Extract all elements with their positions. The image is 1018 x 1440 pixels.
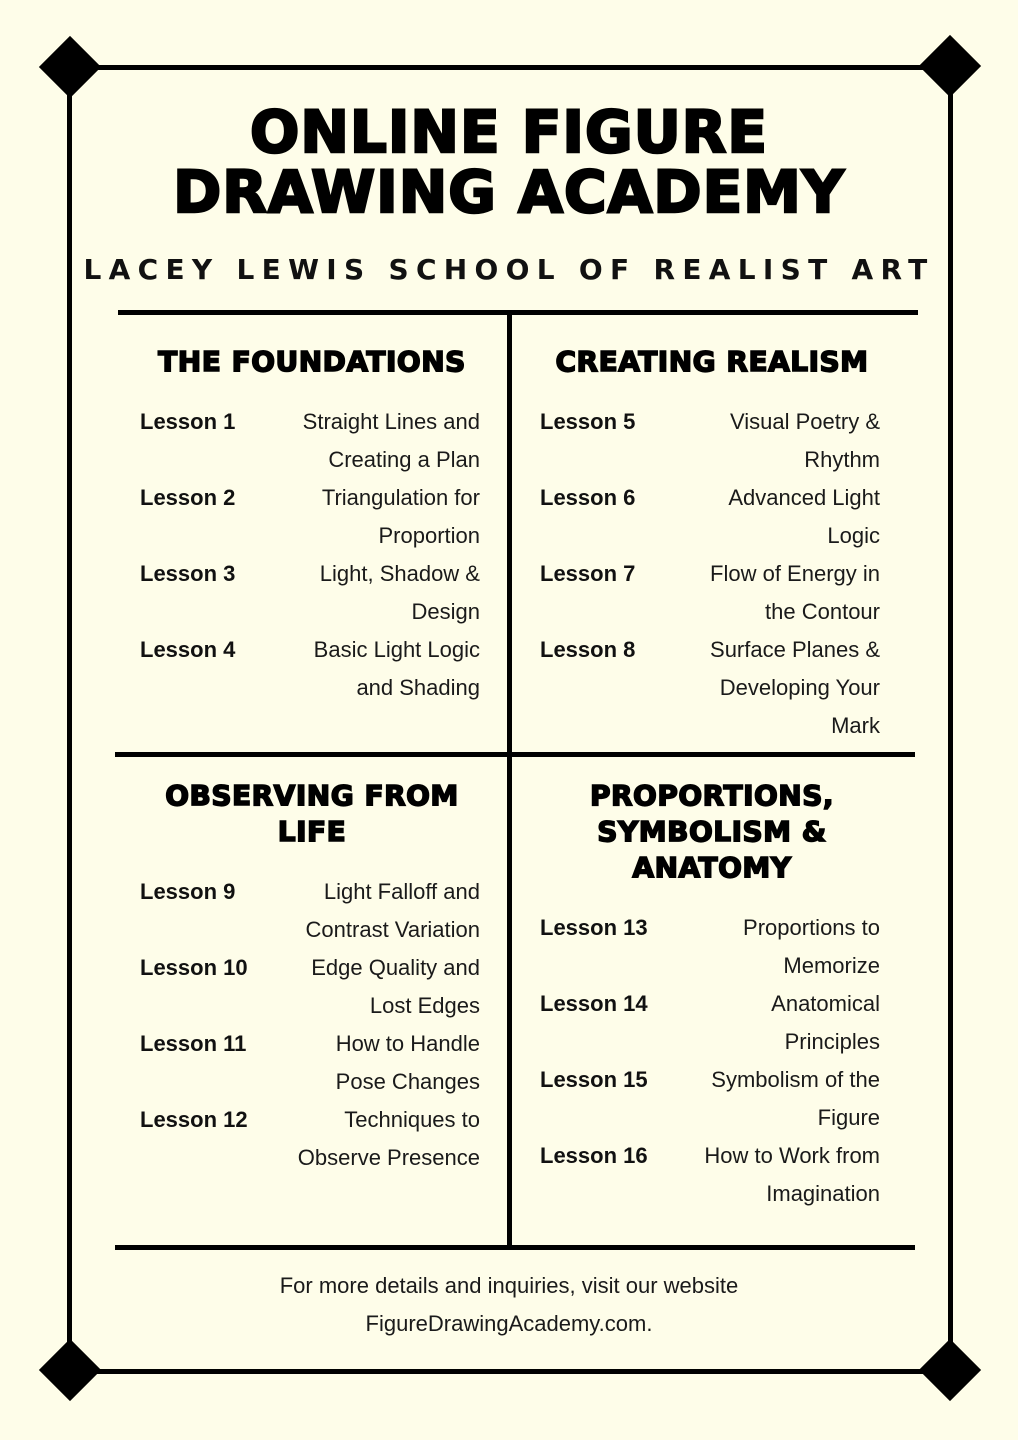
section-heading-proportions-symbolism-anatomy: PROPORTIONS, SYMBOLISM & ANATOMY — [589, 779, 835, 884]
footer-website-link[interactable]: FigureDrawingAcademy.com. — [365, 1311, 653, 1336]
lesson-label: Lesson 15 — [540, 1067, 648, 1092]
lesson-row — [540, 555, 880, 631]
lesson-label: Lesson 12 — [140, 1107, 248, 1132]
lesson-list-foundations — [140, 403, 480, 707]
lesson-label: Lesson 4 — [140, 637, 236, 662]
lesson-row — [140, 949, 480, 1025]
lesson-title: Triangulation for Proportion — [321, 485, 480, 548]
lesson-title: Straight Lines and Creating a Plan — [302, 409, 480, 472]
grid-bottom-divider — [115, 1245, 915, 1250]
lesson-title: Surface Planes & Developing Your Mark — [710, 637, 880, 738]
lesson-row — [140, 403, 480, 479]
corner-diamond-bottom-left-icon — [39, 1339, 101, 1401]
lesson-label: Lesson 9 — [140, 879, 236, 904]
lesson-title: Techniques to Observe Presence — [297, 1107, 480, 1170]
page-title-line-1: ONLINE FIGURE — [250, 98, 768, 166]
lesson-row — [540, 631, 880, 745]
lesson-row — [540, 1137, 880, 1213]
lesson-title: Advanced Light Logic — [728, 485, 880, 548]
grid-top-divider — [118, 310, 918, 315]
lesson-row — [140, 873, 480, 949]
footer-text: For more details and inquiries, visit our website — [279, 1273, 739, 1298]
lesson-row — [540, 909, 880, 985]
page-subtitle: LACEY LEWIS SCHOOL OF REALIST ART — [83, 253, 935, 286]
lesson-row — [540, 479, 880, 555]
lesson-label: Lesson 14 — [540, 991, 648, 1016]
lesson-row — [140, 631, 480, 707]
lesson-label: Lesson 1 — [140, 409, 236, 434]
lesson-list-proportions-symbolism-anatomy — [540, 909, 880, 1213]
lesson-title: Visual Poetry & Rhythm — [729, 409, 880, 472]
lesson-label: Lesson 10 — [140, 955, 248, 980]
section-heading-creating-realism: CREATING REALISM — [555, 345, 869, 378]
lesson-row — [140, 1101, 480, 1177]
lesson-label: Lesson 16 — [540, 1143, 648, 1168]
lesson-title: Edge Quality and Lost Edges — [311, 955, 480, 1018]
lesson-row — [140, 555, 480, 631]
frame-top-border — [69, 65, 952, 70]
lesson-title: Proportions to Memorize — [743, 915, 880, 978]
lesson-label: Lesson 2 — [140, 485, 236, 510]
lesson-title: Anatomical Principles — [771, 991, 880, 1054]
lesson-row — [140, 479, 480, 555]
lesson-row — [540, 985, 880, 1061]
lesson-title: Flow of Energy in the Contour — [710, 561, 880, 624]
lesson-title: Basic Light Logic and Shading — [313, 637, 480, 700]
lesson-label: Lesson 3 — [140, 561, 236, 586]
lesson-title: Symbolism of the Figure — [711, 1067, 880, 1130]
section-heading-foundations: THE FOUNDATIONS — [158, 345, 466, 378]
section-heading-observing-from-life: OBSERVING FROM LIFE — [165, 779, 459, 848]
lesson-label: Lesson 5 — [540, 409, 636, 434]
grid-middle-divider — [115, 752, 915, 757]
lesson-title: How to Work from Imagination — [704, 1143, 880, 1206]
lesson-label: Lesson 8 — [540, 637, 636, 662]
frame-bottom-border — [69, 1369, 952, 1374]
lesson-row — [140, 1025, 480, 1101]
lesson-title: How to Handle Pose Changes — [335, 1031, 480, 1094]
corner-diamond-bottom-right-icon — [919, 1339, 981, 1401]
page-title-line-2: DRAWING ACADEMY — [173, 158, 845, 226]
corner-diamond-top-right-icon — [919, 35, 981, 97]
lesson-list-observing-from-life — [140, 873, 480, 1177]
lesson-label: Lesson 13 — [540, 915, 648, 940]
lesson-title: Light, Shadow & Design — [319, 561, 480, 624]
lesson-label: Lesson 6 — [540, 485, 636, 510]
lesson-row — [540, 1061, 880, 1137]
lesson-label: Lesson 11 — [140, 1031, 247, 1056]
lesson-label: Lesson 7 — [540, 561, 636, 586]
lesson-list-creating-realism — [540, 403, 880, 745]
lesson-title: Light Falloff and Contrast Variation — [305, 879, 480, 942]
corner-diamond-top-left-icon — [39, 36, 101, 98]
lesson-row — [540, 403, 880, 479]
